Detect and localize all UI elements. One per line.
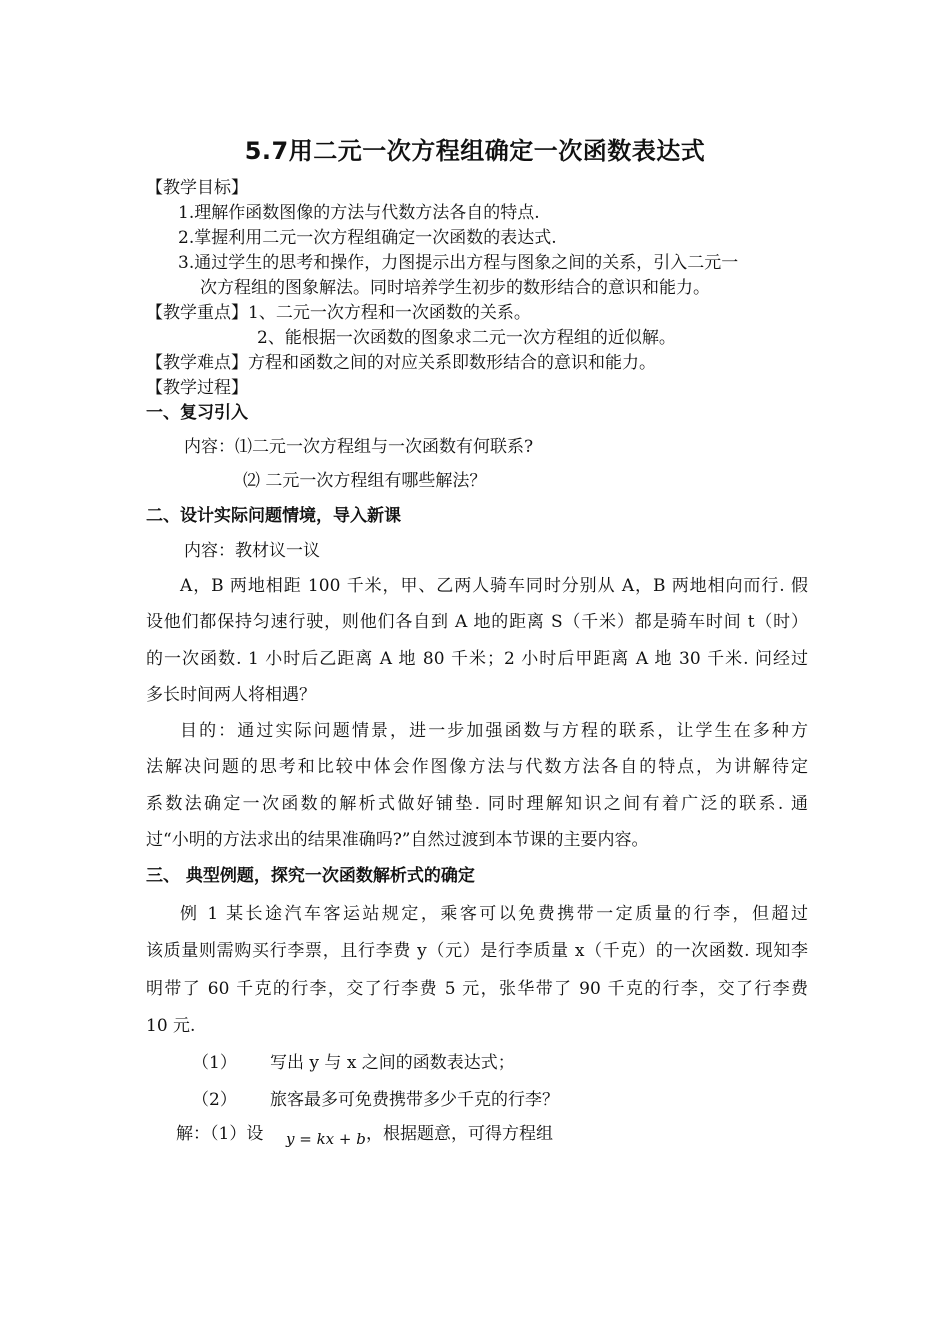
objective-item-3-cont: 次方程组的图象解法。同时培养学生初步的数形结合的意识和能力。 [200,278,710,298]
section-1-content-2: ⑵ 二元一次方程组有哪些解法？ [243,471,487,491]
key-point-1: 1、二元一次方程和一次函数的关系。 [248,303,531,323]
objective-item-3: 3.通过学生的思考和操作，力图提示出方程与图象之间的关系，引入二元一 [178,253,739,273]
purpose-line-2: 法解决问题的思考和比较中体会作图像方法与代数方法各自的特点，为讲解待定 [146,757,808,777]
section-1-heading: 一、复习引入 [146,403,248,423]
purpose-line-4: 过“小明的方法求出的结果准确吗?”自然过渡到本节课的主要内容。 [146,830,649,850]
formula-linear: y = kx + b [286,1130,366,1148]
question-2-number: （2） [192,1090,237,1110]
problem-line-2: 设他们都保持匀速行驶，则他们各自到 A 地的距离 S（千米）都是骑车时间 t（时） [146,612,808,632]
page-title: 5.7用二元一次方程组确定一次函数表达式 [244,137,706,165]
example-line-4: 10 元. [146,1016,196,1036]
objectives-header: 【教学目标】 [146,178,248,198]
key-points-header: 【教学重点】 [146,303,248,323]
difficulty-header: 【教学难点】 [146,353,248,373]
key-points-line-1 [146,303,531,323]
question-1-number: （1） [192,1053,237,1073]
difficulty-text: 方程和函数之间的对应关系即数形结合的意识和能力。 [248,353,656,373]
example-line-1: 例 1 某长途汽车客运站规定，乘客可以免费携带一定质量的行李，但超过 [180,904,808,924]
purpose-line-3: 系数法确定一次函数的解析式做好铺垫. 同时理解知识之间有着广泛的联系. 通 [146,794,808,814]
solution-suffix: ，根据题意，可得方程组 [366,1124,553,1144]
section-3-heading: 三、 典型例题，探究一次函数解析式的确定 [146,866,475,886]
problem-line-3: 的一次函数. 1 小时后乙距离 A 地 80 千米；2 小时后甲距离 A 地 30 千米. 问经过 [146,649,808,669]
problem-line-1: A，B 两地相距 100 千米，甲、乙两人骑车同时分别从 A，B 两地相向而行. 假 [180,576,808,596]
solution-prefix: 解：（1）设 [176,1124,264,1144]
question-2-text: 旅客最多可免费携带多少千克的行李？ [270,1090,559,1110]
purpose-line-1: 目的：通过实际问题情景，进一步加强函数与方程的联系，让学生在多种方 [180,721,808,741]
key-point-2: 2、能根据一次函数的图象求二元一次方程组的近似解。 [257,328,676,348]
section-2-heading: 二、设计实际问题情境，导入新课 [146,506,401,526]
objective-item-1: 1.理解作函数图像的方法与代数方法各自的特点. [178,203,540,223]
objective-item-2: 2.掌握利用二元一次方程组确定一次函数的表达式. [178,228,557,248]
difficulty-line [146,353,656,373]
example-line-3: 明带了 60 千克的行李，交了行李费 5 元，张华带了 90 千克的行李，交了行李费 [146,979,808,999]
section-2-content: 内容：教材议一议 [184,541,320,561]
question-1-text: 写出 y 与 x 之间的函数表达式； [270,1053,515,1073]
problem-line-4: 多长时间两人将相遇？ [146,685,316,705]
section-1-content-1: 内容：⑴二元一次方程组与一次函数有何联系? [184,437,534,457]
example-line-2: 该质量则需购买行李票，且行李费 y（元）是行李质量 x（千克）的一次函数. 现知李 [146,941,808,961]
process-header: 【教学过程】 [146,378,248,398]
